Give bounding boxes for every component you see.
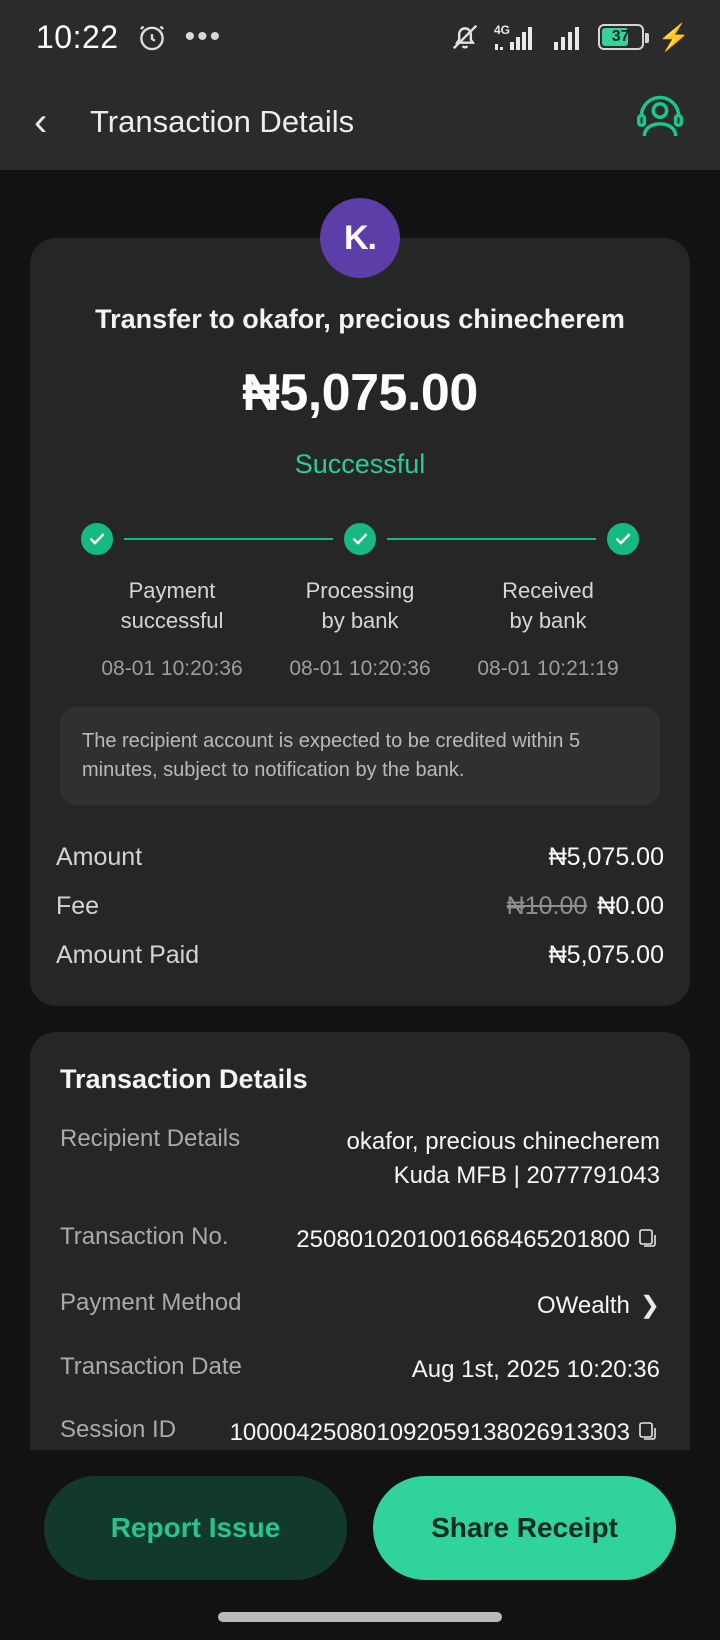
stepper-label-1-line2: successful	[120, 607, 224, 633]
transaction-details-card	[30, 1032, 690, 1489]
transfer-title: Transfer to okafor, precious chinecherem	[95, 304, 625, 334]
back-button[interactable]: ‹	[34, 100, 48, 144]
app-bar	[0, 74, 720, 170]
detail-row-transaction-date	[60, 1353, 660, 1387]
detail-value-transaction-no	[296, 1223, 660, 1260]
check-circle-icon	[78, 520, 116, 558]
status-bar-right	[448, 20, 690, 54]
detail-key-payment-method: Payment Method	[60, 1289, 242, 1317]
avatar: K.	[320, 198, 400, 278]
stepper-label-2-line1: Processing	[305, 578, 415, 603]
chevron-right-icon[interactable]: ❯	[639, 1292, 660, 1320]
detail-row-transaction-no	[60, 1223, 660, 1260]
fee-original-value: ₦10.00	[506, 892, 588, 921]
detail-value-transaction-date: Aug 1st, 2025 10:20:36	[411, 1355, 660, 1383]
breakdown-row-fee	[56, 882, 664, 931]
stepper-time-2: 08-01 10:20:36	[289, 657, 431, 681]
status-badge: Successful	[294, 449, 426, 479]
detail-key-transaction-date: Transaction Date	[60, 1352, 242, 1380]
detail-row-payment-method[interactable]	[60, 1289, 660, 1323]
amount-breakdown	[56, 833, 664, 980]
fee-final-value: ₦0.00	[597, 892, 664, 921]
details-heading: Transaction Details	[60, 1064, 308, 1095]
stepper-label-3	[454, 576, 642, 635]
breakdown-row-amount	[56, 833, 664, 882]
transaction-amount: ₦5,075.00	[242, 364, 478, 422]
scroll-content	[0, 198, 720, 1616]
bottom-action-bar	[0, 1450, 720, 1640]
detail-key-session-id: Session ID	[60, 1416, 177, 1444]
recipient-name: okafor, precious chinecherem	[346, 1128, 660, 1156]
transaction-no-text: 2508010201001668465201800	[296, 1225, 630, 1253]
share-receipt-button[interactable]: Share Receipt	[373, 1476, 676, 1580]
stepper-connector	[124, 538, 333, 540]
stepper-connector	[387, 538, 596, 540]
battery-indicator	[598, 24, 644, 50]
check-circle-icon	[341, 520, 379, 558]
breakdown-key: Amount Paid	[56, 941, 200, 970]
ellipsis-icon: •••	[184, 20, 223, 53]
credit-notice: The recipient account is expected to be credited within 5 minutes, subject to notification by the bank.	[60, 707, 660, 805]
detail-key-recipient: Recipient Details	[60, 1125, 241, 1153]
status-bar	[0, 0, 720, 74]
lightning-bolt-icon: ⚡	[657, 21, 690, 52]
breakdown-value: ₦5,075.00	[548, 843, 664, 872]
report-issue-button[interactable]: Report Issue	[44, 1476, 347, 1580]
copy-icon[interactable]	[636, 1419, 660, 1453]
recipient-bank-account: Kuda MFB | 2077791043	[393, 1161, 660, 1189]
copy-icon[interactable]	[636, 1226, 660, 1260]
alarm-clock-icon	[135, 20, 169, 54]
stepper-time-3: 08-01 10:21:19	[477, 657, 619, 681]
bell-off-icon	[448, 20, 482, 54]
detail-value-session-id	[230, 1416, 660, 1453]
detail-value-recipient	[347, 1125, 661, 1192]
page-title: Transaction Details	[90, 104, 355, 139]
progress-stepper	[78, 520, 642, 681]
breakdown-value-group	[507, 892, 664, 921]
detail-row-recipient	[60, 1125, 660, 1192]
battery-level-label: 37	[611, 28, 630, 45]
session-id-text: 100004250801092059138026913303	[229, 1419, 630, 1447]
breakdown-value: ₦5,075.00	[548, 941, 664, 970]
home-indicator[interactable]	[218, 1612, 502, 1622]
breakdown-key: Amount	[56, 843, 143, 872]
transaction-summary-card	[30, 238, 690, 1006]
stepper-label-1	[78, 576, 266, 635]
signal-bars-icon	[494, 20, 540, 54]
breakdown-key: Fee	[56, 892, 100, 921]
detail-value-payment-method[interactable]	[537, 1289, 660, 1323]
payment-method-text: OWealth	[536, 1292, 630, 1320]
stepper-nodes	[78, 520, 642, 558]
stepper-label-1-line1: Payment	[128, 578, 216, 603]
support-agent-icon[interactable]	[634, 94, 686, 151]
status-time: 10:22	[36, 18, 119, 55]
detail-row-session-id	[60, 1416, 660, 1453]
signal-bars-icon	[552, 20, 586, 54]
stepper-timestamps	[78, 657, 642, 681]
stepper-label-2	[266, 576, 454, 635]
network-type-label: 4G	[493, 23, 510, 37]
stepper-label-3-line2: by bank	[509, 607, 587, 633]
stepper-label-2-line2: by bank	[321, 607, 399, 633]
stepper-labels	[78, 576, 642, 635]
status-bar-left	[36, 19, 222, 56]
detail-key-transaction-no: Transaction No.	[60, 1222, 229, 1250]
check-circle-icon	[604, 520, 642, 558]
stepper-label-3-line1: Received	[502, 578, 594, 603]
breakdown-row-amount-paid	[56, 931, 664, 980]
stepper-time-1: 08-01 10:20:36	[101, 657, 243, 681]
